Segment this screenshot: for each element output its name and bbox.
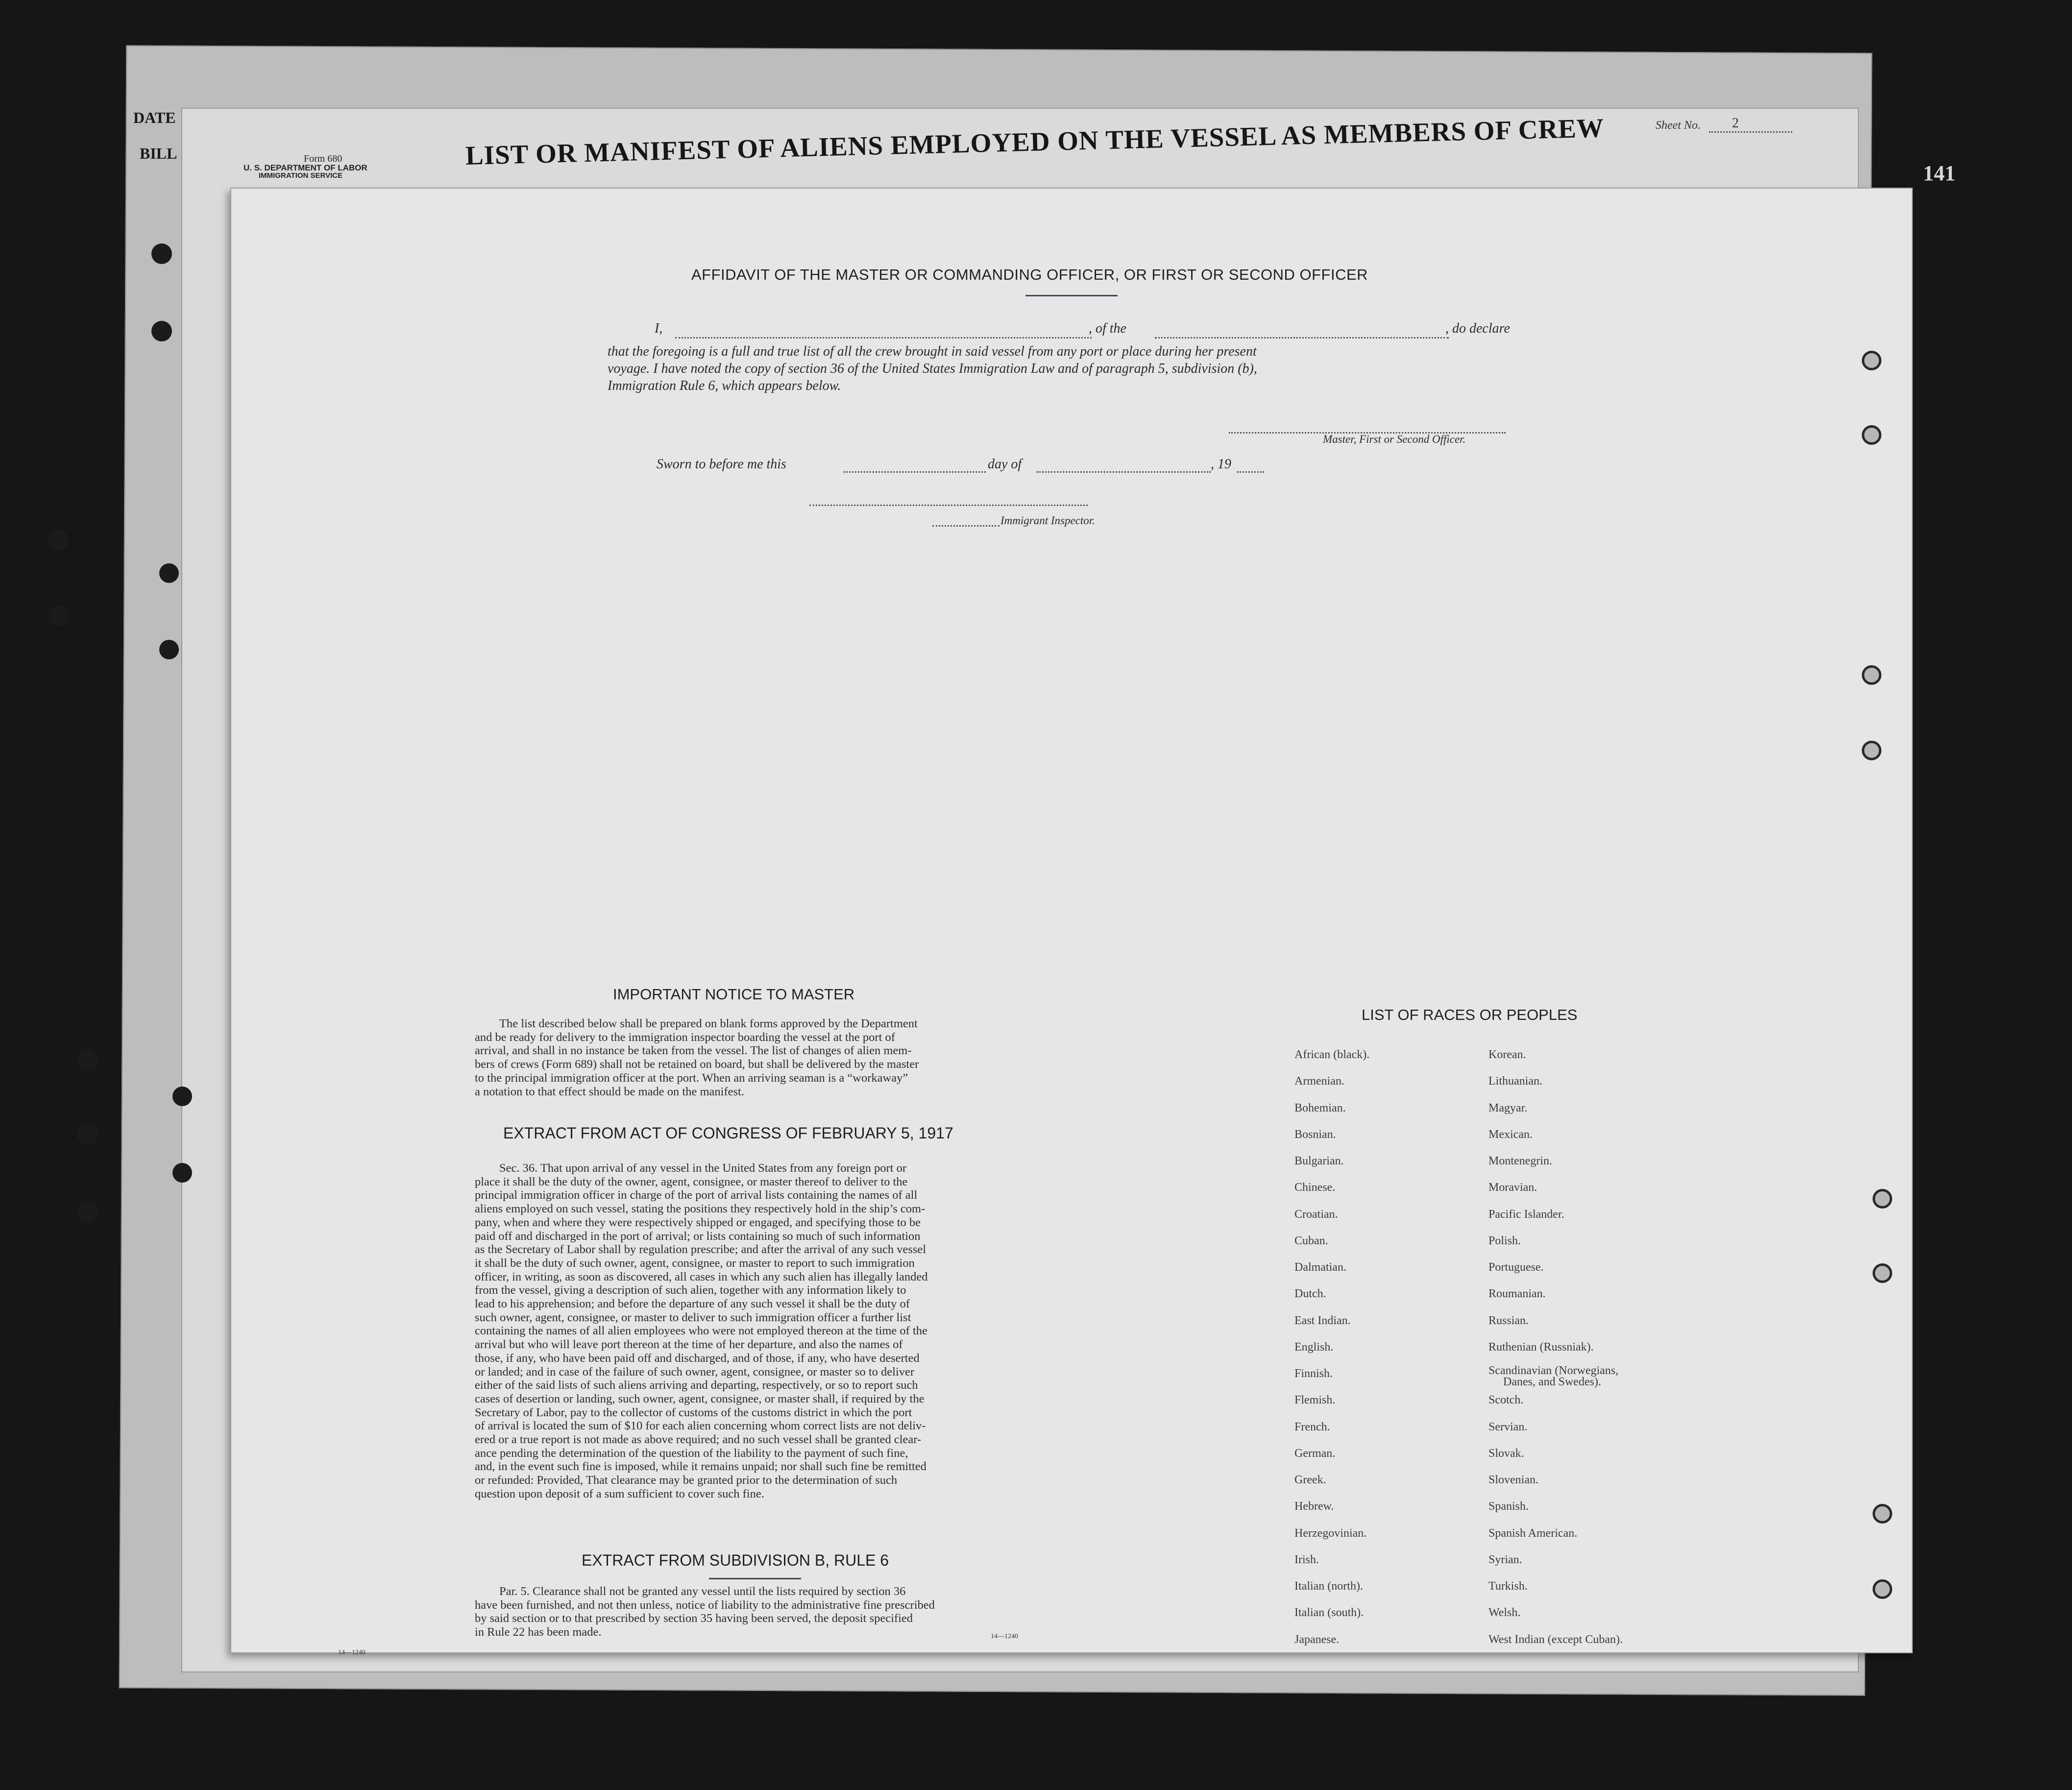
act-line: paid off and discharged in the port of arrival; or lists containing so much of such information — [475, 1229, 921, 1243]
rule-line: by said section or to that prescribed by section 35 having been served, the deposit specified — [475, 1612, 913, 1625]
act-line: from the vessel, giving a description of such alien, together with any information likely to — [475, 1283, 906, 1297]
notice-line: a notation to that effect should be made on the manifest. — [475, 1085, 744, 1098]
act-line: Sec. 36. That upon arrival of any vessel in the United States from any foreign port or — [499, 1161, 906, 1175]
act-line: question upon deposit of a sum sufficient to cover such fine. — [475, 1487, 764, 1500]
act-line: principal immigration officer in charge of the port of arrival lists containing the names of all — [475, 1188, 918, 1202]
inspector-signature-label: Immigrant Inspector. — [1000, 514, 1095, 527]
race-right-item: Mexican. — [1488, 1128, 1533, 1141]
rule-line: have been furnished, and not then unless, notice of liability to the administrative fine prescribed — [475, 1598, 935, 1612]
rule-line: Par. 5. Clearance shall not be granted any vessel until the lists required by section 36 — [499, 1585, 906, 1598]
races-title: LIST OF RACES OR PEOPLES — [1362, 1006, 1578, 1023]
inspector-signature-line — [809, 505, 1088, 506]
binder-hole — [1873, 1263, 1892, 1283]
race-left-item: French. — [1294, 1421, 1330, 1433]
act-line: place it shall be the duty of the owner, agent, consignee, or master thereof to deliver to the — [475, 1175, 908, 1188]
binder-hole — [172, 1163, 192, 1183]
act-line: or landed; and in case of the failure of such owner, agent, consignee, or master so to deliver — [475, 1365, 915, 1379]
act-line: of arrival is located the sum of $10 for each alien concerning whom correct lists are not deliv- — [475, 1419, 926, 1433]
sworn-year-blank — [1237, 471, 1264, 473]
race-left-item: Dutch. — [1294, 1287, 1326, 1300]
service-label: IMMIGRATION SERVICE — [259, 171, 343, 180]
race-right-item: Welsh. — [1488, 1606, 1521, 1619]
notice-line: to the principal immigration officer at the port. When an arriving seaman is a “workaway” — [475, 1071, 908, 1085]
extract-act-text — [475, 1161, 1036, 1501]
act-line: arrival but who will leave port thereon at the time of her departure, and also the names of — [475, 1338, 903, 1352]
act-line: pany, when and where they were respectively shipped or engaged, and specifying those to be — [475, 1215, 921, 1229]
binder-hole — [1862, 351, 1881, 370]
race-left-item: Dalmatian. — [1294, 1261, 1346, 1274]
binder-hole — [159, 563, 179, 583]
binder-hole — [1873, 1189, 1892, 1209]
race-left-item: German. — [1294, 1447, 1336, 1460]
extract-act-title: EXTRACT FROM ACT OF CONGRESS OF FEBRUARY 5, 1917 — [503, 1124, 953, 1142]
act-line: or refunded: Provided, That clearance may be granted prior to the determination of such — [475, 1474, 898, 1487]
race-left-item: Irish. — [1294, 1553, 1319, 1566]
affidavit-line3: voyage. I have noted the copy of section 36 of the United States Immigration Law and of paragraph 5, subdivision (b), — [608, 361, 1257, 376]
affidavit-line1-end: , do declare — [1445, 321, 1510, 336]
act-line: Secretary of Labor, pay to the collector of customs of the customs district in which the port — [475, 1405, 912, 1419]
binder-hole — [1862, 425, 1881, 445]
race-left-item: English. — [1294, 1341, 1334, 1354]
race-left-item: Armenian. — [1294, 1075, 1344, 1088]
binder-hole — [1862, 665, 1881, 685]
binder-hole — [172, 1087, 192, 1106]
sworn-year: , 19 — [1211, 457, 1231, 472]
race-left-item: Italian (north). — [1294, 1580, 1363, 1593]
affidavit-name-blank — [675, 337, 1092, 339]
notice-line: bers of crews (Form 689) shall not be retained on board, but shall be delivered by the master — [475, 1058, 919, 1071]
sheet-number-label: Sheet No. — [1656, 119, 1701, 132]
act-line: those, if any, who have been paid off and discharged, and of those, if any, who have deserted — [475, 1351, 920, 1365]
act-line: such owner, agent, consignee, or master to deliver to such immigration officer a further list — [475, 1310, 911, 1324]
act-line: aliens employed on such vessel, stating the positions they respectively hold in the ship’s com- — [475, 1202, 926, 1216]
sworn-start: Sworn to before me this — [657, 457, 786, 472]
manifest-title: LIST OR MANIFEST OF ALIENS EMPLOYED ON THE VESSEL AS MEMBERS OF CREW — [465, 113, 1605, 170]
act-line: ance pending the determination of the question of the liability to the payment of such fine, — [475, 1446, 908, 1460]
binder-hole — [159, 640, 179, 659]
sworn-day: day of — [988, 457, 1022, 472]
race-left-item: Bosnian. — [1294, 1128, 1336, 1141]
race-right-item: Pacific Islander. — [1488, 1208, 1564, 1221]
race-left-item: Flemish. — [1294, 1394, 1336, 1406]
race-right-item: Moravian. — [1488, 1181, 1537, 1194]
binder-hole — [77, 1201, 98, 1222]
race-right-item: Magyar. — [1488, 1102, 1528, 1114]
race-right-item: West Indian (except Cuban). — [1488, 1633, 1623, 1646]
affidavit-line1-start: I, — [655, 321, 663, 336]
race-left-item: Finnish. — [1294, 1367, 1333, 1380]
race-left-item: Japanese. — [1294, 1633, 1340, 1646]
race-right-item: Servian. — [1488, 1421, 1528, 1433]
act-line: containing the names of all alien employees who were not employed thereon at the time of the — [475, 1324, 927, 1338]
race-right-item: Syrian. — [1488, 1553, 1522, 1566]
rule-line: in Rule 22 has been made. — [475, 1625, 602, 1639]
race-right-item: Scotch. — [1488, 1394, 1524, 1406]
race-left-item: African (black). — [1294, 1048, 1370, 1061]
sheet-number-value: 2 — [1732, 116, 1739, 131]
race-right-item: Montenegrin. — [1488, 1155, 1552, 1167]
race-left-item: Chinese. — [1294, 1181, 1336, 1194]
sworn-month-blank — [1037, 471, 1211, 473]
race-right-item: Ruthenian (Russniak). — [1488, 1341, 1594, 1354]
race-right-item: Roumanian. — [1488, 1287, 1546, 1300]
race-right-item-continuation: Danes, and Swedes). — [1503, 1376, 1601, 1388]
act-line: either of the said lists of such aliens arriving and departing, respectively, or so to report such — [475, 1379, 918, 1392]
affidavit-line4: Immigration Rule 6, which appears below. — [608, 378, 841, 393]
race-right-item: Slovak. — [1488, 1447, 1524, 1460]
binder-hole — [48, 530, 69, 551]
extract-rule-text — [475, 1585, 1036, 1639]
back-sheet-label-date: DATE — [133, 109, 176, 126]
act-line: it shall be the duty of such owner, agent, consignee, or master to report to such immigration — [475, 1256, 915, 1270]
affidavit-vessel-blank — [1155, 337, 1449, 339]
binder-hole — [151, 321, 172, 341]
race-right-item: Slovenian. — [1488, 1474, 1538, 1486]
race-right-item: Lithuanian. — [1488, 1075, 1542, 1088]
race-left-item: Italian (south). — [1294, 1606, 1364, 1619]
binder-hole — [151, 243, 172, 264]
notice-line: arrival, and shall in no instance be taken from the vessel. The list of changes of alien mem- — [475, 1044, 912, 1058]
act-line: cases of desertion or landing, such owner, agent, consignee, or master shall, if required by the — [475, 1392, 925, 1405]
affidavit-line2: that the foregoing is a full and true list of all the crew brought in said vessel from any port or place during her present — [608, 344, 1257, 359]
act-line: and, in the event such fine is imposed, while it remains unpaid; nor shall such fine be remitted — [475, 1460, 926, 1474]
act-line: as the Secretary of Labor shall by regulation prescribe; and after the arrival of any such vessel — [475, 1243, 926, 1257]
sworn-date-blank — [844, 471, 986, 473]
affidavit-title: AFFIDAVIT OF THE MASTER OR COMMANDING OFFICER, OR FIRST OR SECOND OFFICER — [691, 266, 1368, 283]
footer-code-right: 14—1240 — [991, 1633, 1018, 1640]
notice-title: IMPORTANT NOTICE TO MASTER — [613, 986, 855, 1003]
binder-hole — [77, 1123, 98, 1145]
race-right-item: Spanish American. — [1488, 1527, 1578, 1540]
binder-hole — [77, 1049, 98, 1070]
inspector-signature-lead — [932, 525, 999, 527]
race-left-item: Cuban. — [1294, 1234, 1328, 1247]
race-right-item: Portuguese. — [1488, 1261, 1544, 1274]
form-number: Form 680 — [304, 153, 342, 164]
race-right-item: Spanish. — [1488, 1500, 1529, 1513]
master-signature-label: Master, First or Second Officer. — [1323, 433, 1466, 445]
act-line: ered or a true report is not made as above required; and no such vessel shall be granted clear- — [475, 1433, 922, 1447]
race-right-item: Russian. — [1488, 1314, 1529, 1327]
race-left-item: Bohemian. — [1294, 1102, 1346, 1114]
race-left-item: Croatian. — [1294, 1208, 1338, 1221]
race-left-item: Herzegovinian. — [1294, 1527, 1367, 1540]
act-line: lead to his apprehension; and before the departure of any such vessel it shall be the duty of — [475, 1297, 910, 1311]
race-right-item: Turkish. — [1488, 1580, 1528, 1593]
binder-hole — [48, 605, 69, 626]
notice-line: and be ready for delivery to the immigration inspector boarding the vessel at the port of — [475, 1030, 895, 1044]
affidavit-line1-mid: , of the — [1089, 321, 1126, 336]
race-left-item: East Indian. — [1294, 1314, 1351, 1327]
race-right-item: Scandinavian (Norwegians, — [1488, 1364, 1619, 1377]
race-left-item: Hebrew. — [1294, 1500, 1334, 1513]
page-number: 141 — [1923, 161, 1955, 185]
race-right-item: Korean. — [1488, 1048, 1526, 1061]
binder-hole — [1862, 741, 1881, 760]
act-line: officer, in writing, as soon as discovered, all cases in which any such alien has illegally landed — [475, 1270, 928, 1283]
footer-code-left: 14—1240 — [338, 1649, 366, 1656]
sheet-number-line — [1709, 131, 1792, 133]
affidavit-title-rule — [1025, 295, 1118, 296]
binder-hole — [1873, 1579, 1892, 1599]
extract-rule-title: EXTRACT FROM SUBDIVISION B, RULE 6 — [582, 1551, 889, 1569]
notice-text — [475, 1017, 1036, 1098]
binder-hole — [1873, 1504, 1892, 1524]
department-label: U. S. DEPARTMENT OF LABOR — [244, 163, 367, 172]
race-left-item: Bulgarian. — [1294, 1155, 1344, 1167]
notice-line: The list described below shall be prepared on blank forms approved by the Department — [499, 1017, 918, 1030]
race-left-item: Greek. — [1294, 1474, 1326, 1486]
back-sheet-label-bill: BILL — [140, 145, 177, 162]
extract-rule-rule — [709, 1578, 801, 1579]
race-right-item: Polish. — [1488, 1234, 1521, 1247]
